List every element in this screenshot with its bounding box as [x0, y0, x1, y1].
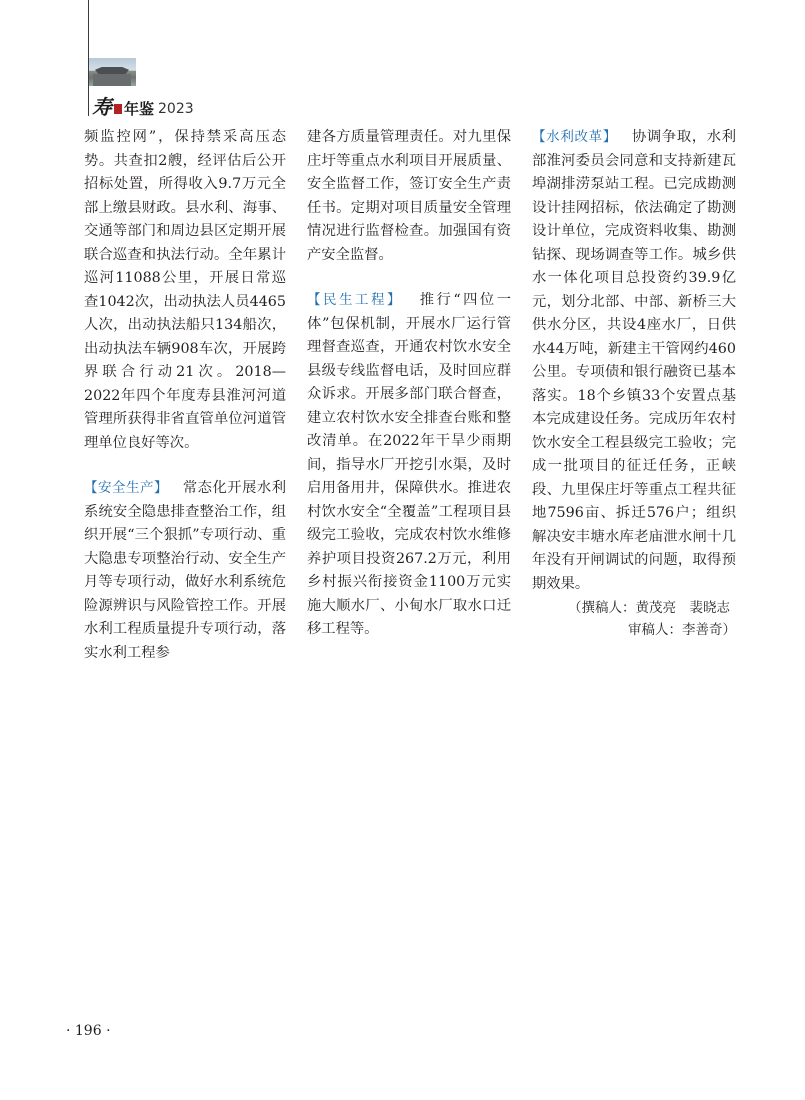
section-tag-safety: 【安全生产】 [84, 480, 169, 496]
logo-char-shou: 寿 [92, 95, 112, 119]
section-tag-livelihood: 【民生工程】 [307, 292, 403, 308]
paragraph: 频监控网”，保持禁采高压态势。共查扣2艘，经评估后公开招标处置，所得收入9.7万元全部上缴县财政。县水利、海事、交通等部门和周边县区定期开展联合巡查和执法行动。全年累计巡河11088公里，开展日常巡查1042次，出动执法人员4465人次，出动执法船只134船次，出动执法车辆908车次，开展跨界联合行动21次。2018—2022年四个年度寿县淮河河道管理所获得非省直管单位河道管理单位良好等次。 [84, 129, 286, 451]
pavilion-roof [95, 67, 129, 74]
header-photo [89, 58, 136, 86]
page-number: · 196 · [66, 1023, 111, 1039]
column-2 [307, 126, 511, 642]
credit-reviewer: 审稿人：李善奇） [628, 622, 736, 638]
logo-seal-icon [114, 104, 122, 114]
column-3 [532, 126, 736, 641]
column-1 [84, 126, 286, 665]
paragraph-text: 推行“四位一体”包保机制，开展水厂运行管理督查巡查，开通农村饮水安全县级专线监督电话，及时回应群众诉求。开展多部门联合督查，建立农村饮水安全排查台账和整改清单。在2022年干旱少雨期间，指导水厂开挖引水渠，及时启用备用井，保障供水。推进农村饮水安全“全覆盖”工程项目县级完工验收，完成农村饮水维修养护项目投资267.2万元，利用乡村振兴衔接资金1100万元实施大顺水厂、小甸水厂取水口迁移工程等。 [307, 292, 511, 637]
credits [532, 597, 736, 641]
paragraph-livelihood [307, 289, 511, 642]
pavilion-wall [93, 74, 131, 86]
section-tag-reform: 【水利改革】 [532, 129, 617, 145]
paragraph-reform [532, 126, 736, 596]
paragraph: 建各方质量管理责任。对九里保庄圩等重点水利项目开展质量、安全监督工作，签订安全生产责任书。定期对项目质量安全管理情况进行监督检查。加强国有资产安全监督。 [307, 129, 511, 263]
credit-writers: （撰稿人：黄茂亮 裴晓志 [568, 600, 730, 616]
logo-year: 2023 [158, 101, 194, 117]
logo-char-nianjian: 年鉴 [124, 100, 155, 118]
yearbook-logo [92, 93, 194, 117]
paragraph-safety [84, 477, 286, 665]
paragraph-text: 协调争取，水利部淮河委员会同意和支持新建瓦埠湖排涝泵站工程。已完成勘测设计挂网招标，依法确定了勘测设计单位，完成资料收集、勘测钻探、现场调查等工作。城乡供水一体化项目总投资约39.9亿元，划分北部、中部、新桥三大供水分区，共设4座水厂，日供水44万吨，新建主干管网约460公里。专项债和银行融资已基本落实。18个乡镇33个安置点基本完成建设任务。完成历年农村饮水安全工程县级完工验收；完成一批项目的征迁任务，正峡段、九里保庄圩等重点工程共征地7596亩、拆迁576户；组织解决安丰塘水库老庙泄水闸十几年没有开闸调试的问题，取得预期效果。 [532, 129, 737, 592]
paragraph-text: 常态化开展水利系统安全隐患排查整治工作，组织开展“三个狠抓”专项行动、重大隐患专项整治行动、安全生产月等专项行动，做好水利系统危险源辨识与风险管控工作。开展水利工程质量提升专项行动，落实水利工程参 [84, 480, 287, 661]
